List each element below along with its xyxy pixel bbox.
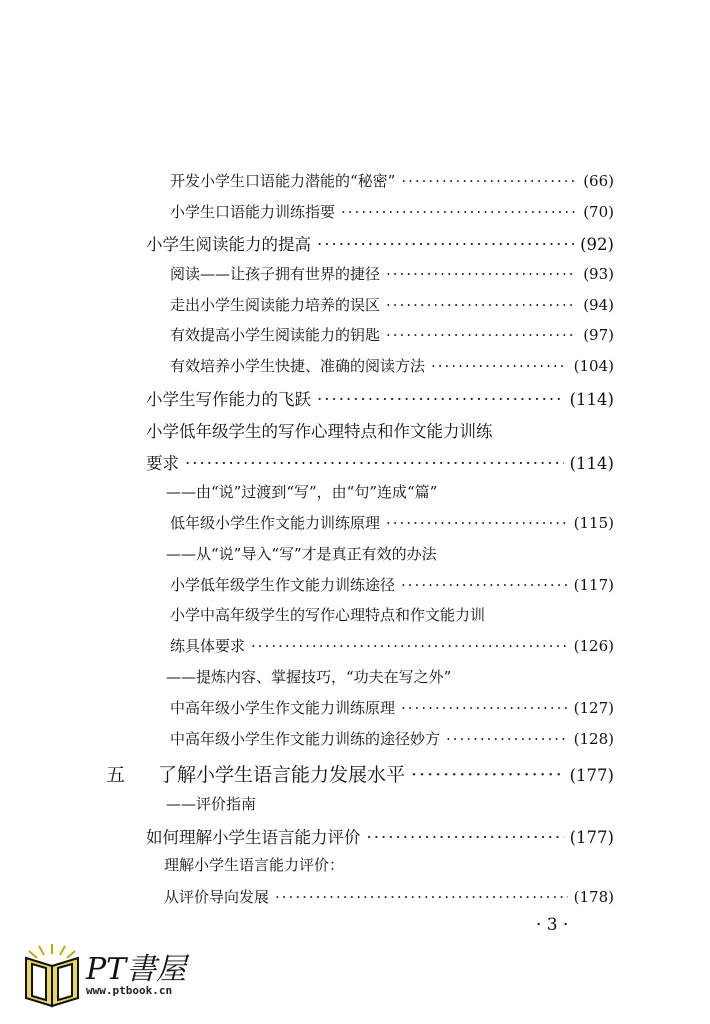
toc-entry <box>146 824 614 848</box>
toc-entry-page: (115) <box>573 514 614 532</box>
chapter-number: 五 <box>106 764 126 786</box>
toc-entry-title: 阅读——让孩子拥有世界的捷径 <box>170 265 381 283</box>
toc-entry <box>170 728 614 749</box>
toc-entry <box>170 324 614 345</box>
toc-entry-title: 中高年级小学生作文能力训练的途径妙方 <box>170 730 441 748</box>
toc-entry-title: 低年级小学生作文能力训练原理 <box>170 514 381 532</box>
toc-entry-page: (177) <box>569 828 614 847</box>
toc-entry <box>170 635 614 656</box>
dot-leader <box>411 764 564 786</box>
toc-entry-subtitle: ——从“说”导入“写”才是真正有效的办法 <box>166 545 437 563</box>
toc-entry <box>170 170 614 191</box>
dot-leader <box>251 637 568 655</box>
toc-entry-subtitle: ——由“说”过渡到“写”，由“句”连成“篇” <box>166 483 438 501</box>
toc-entry-title: 小学中高年级学生的写作心理特点和作文能力训 <box>170 606 486 624</box>
toc-entry-page: (70) <box>583 203 614 221</box>
toc-entry-title: 有效提高小学生阅读能力的钥匙 <box>170 326 381 344</box>
toc-entry-title: 小学生写作能力的飞跃 <box>146 390 311 409</box>
toc-entry <box>146 386 614 410</box>
toc-entry-subtitle: ——提炼内容、掌握技巧，“功夫在写之外” <box>166 668 452 686</box>
toc-entry-page: (177) <box>569 766 614 785</box>
toc-entry <box>170 263 614 284</box>
toc-entry-title: 小学低年级学生作文能力训练途径 <box>170 576 396 594</box>
toc-entry-page: (126) <box>573 637 614 655</box>
watermark-brand: PT書屋 <box>86 952 187 987</box>
toc-chapter-entry <box>106 760 614 787</box>
chapter-subtitle: ——评价指南 <box>166 795 257 813</box>
toc-entry-page: (94) <box>583 296 614 314</box>
toc-entry-title: 如何理解小学生语言能力评价 <box>146 828 361 847</box>
toc-entry <box>146 231 614 255</box>
toc-entry-title: 中高年级小学生作文能力训练原理 <box>170 699 396 717</box>
toc-entry-page: (117) <box>573 576 614 594</box>
watermark-url: www.ptbook.cn <box>86 984 173 997</box>
toc-entry-title: 要求 <box>146 454 179 473</box>
dot-leader <box>431 357 568 375</box>
dot-leader <box>446 730 568 748</box>
toc-entry-title: 练具体要求 <box>170 637 246 655</box>
dot-leader <box>386 326 577 344</box>
dot-leader <box>367 828 564 847</box>
dot-leader <box>386 265 577 283</box>
toc-entry-page: (66) <box>583 172 614 190</box>
toc-entry <box>170 697 614 718</box>
toc-entry-title: 走出小学生阅读能力培养的误区 <box>170 296 381 314</box>
dot-leader <box>401 576 568 594</box>
toc-entry-title: 小学生口语能力训练指要 <box>170 203 336 221</box>
toc-entry <box>170 294 614 315</box>
toc-entry <box>170 574 614 595</box>
dot-leader <box>401 172 577 190</box>
toc-entry-page: (128) <box>573 730 614 748</box>
toc-entry-page: (104) <box>573 357 614 375</box>
dot-leader <box>185 454 564 473</box>
toc-entry-title: 小学低年级学生的写作心理特点和作文能力训练 <box>146 422 493 441</box>
dot-leader <box>401 699 568 717</box>
dot-leader <box>317 235 574 254</box>
toc-entry-page: (178) <box>573 888 614 906</box>
toc-entry <box>170 355 614 376</box>
toc-entry-page: (114) <box>569 390 614 409</box>
toc-entry-page: (92) <box>580 235 614 254</box>
toc-entry <box>170 512 614 533</box>
toc-entry <box>146 450 614 474</box>
toc-entry-title: 从评价导向发展 <box>164 888 270 906</box>
dot-leader <box>386 514 568 532</box>
toc-entry-page: (114) <box>569 454 614 473</box>
dot-leader <box>341 203 577 221</box>
toc-entry-title: 理解小学生语言能力评价： <box>164 856 345 874</box>
page-number: · 3 · <box>536 915 569 935</box>
dot-leader <box>275 888 568 906</box>
toc-entry-page: (97) <box>583 326 614 344</box>
toc-entry-title: 小学生阅读能力的提高 <box>146 235 311 254</box>
toc-entry-page: (93) <box>583 265 614 283</box>
toc-entry <box>170 201 614 222</box>
dot-leader <box>317 390 564 409</box>
toc-entry-page: (127) <box>573 699 614 717</box>
chapter-title: 了解小学生语言能力发展水平 <box>158 764 406 786</box>
toc-entry <box>164 886 614 907</box>
toc-entry-title: 开发小学生口语能力潜能的“秘密” <box>170 172 396 190</box>
toc-entry-title: 有效培养小学生快捷、准确的阅读方法 <box>170 357 426 375</box>
dot-leader <box>386 296 577 314</box>
